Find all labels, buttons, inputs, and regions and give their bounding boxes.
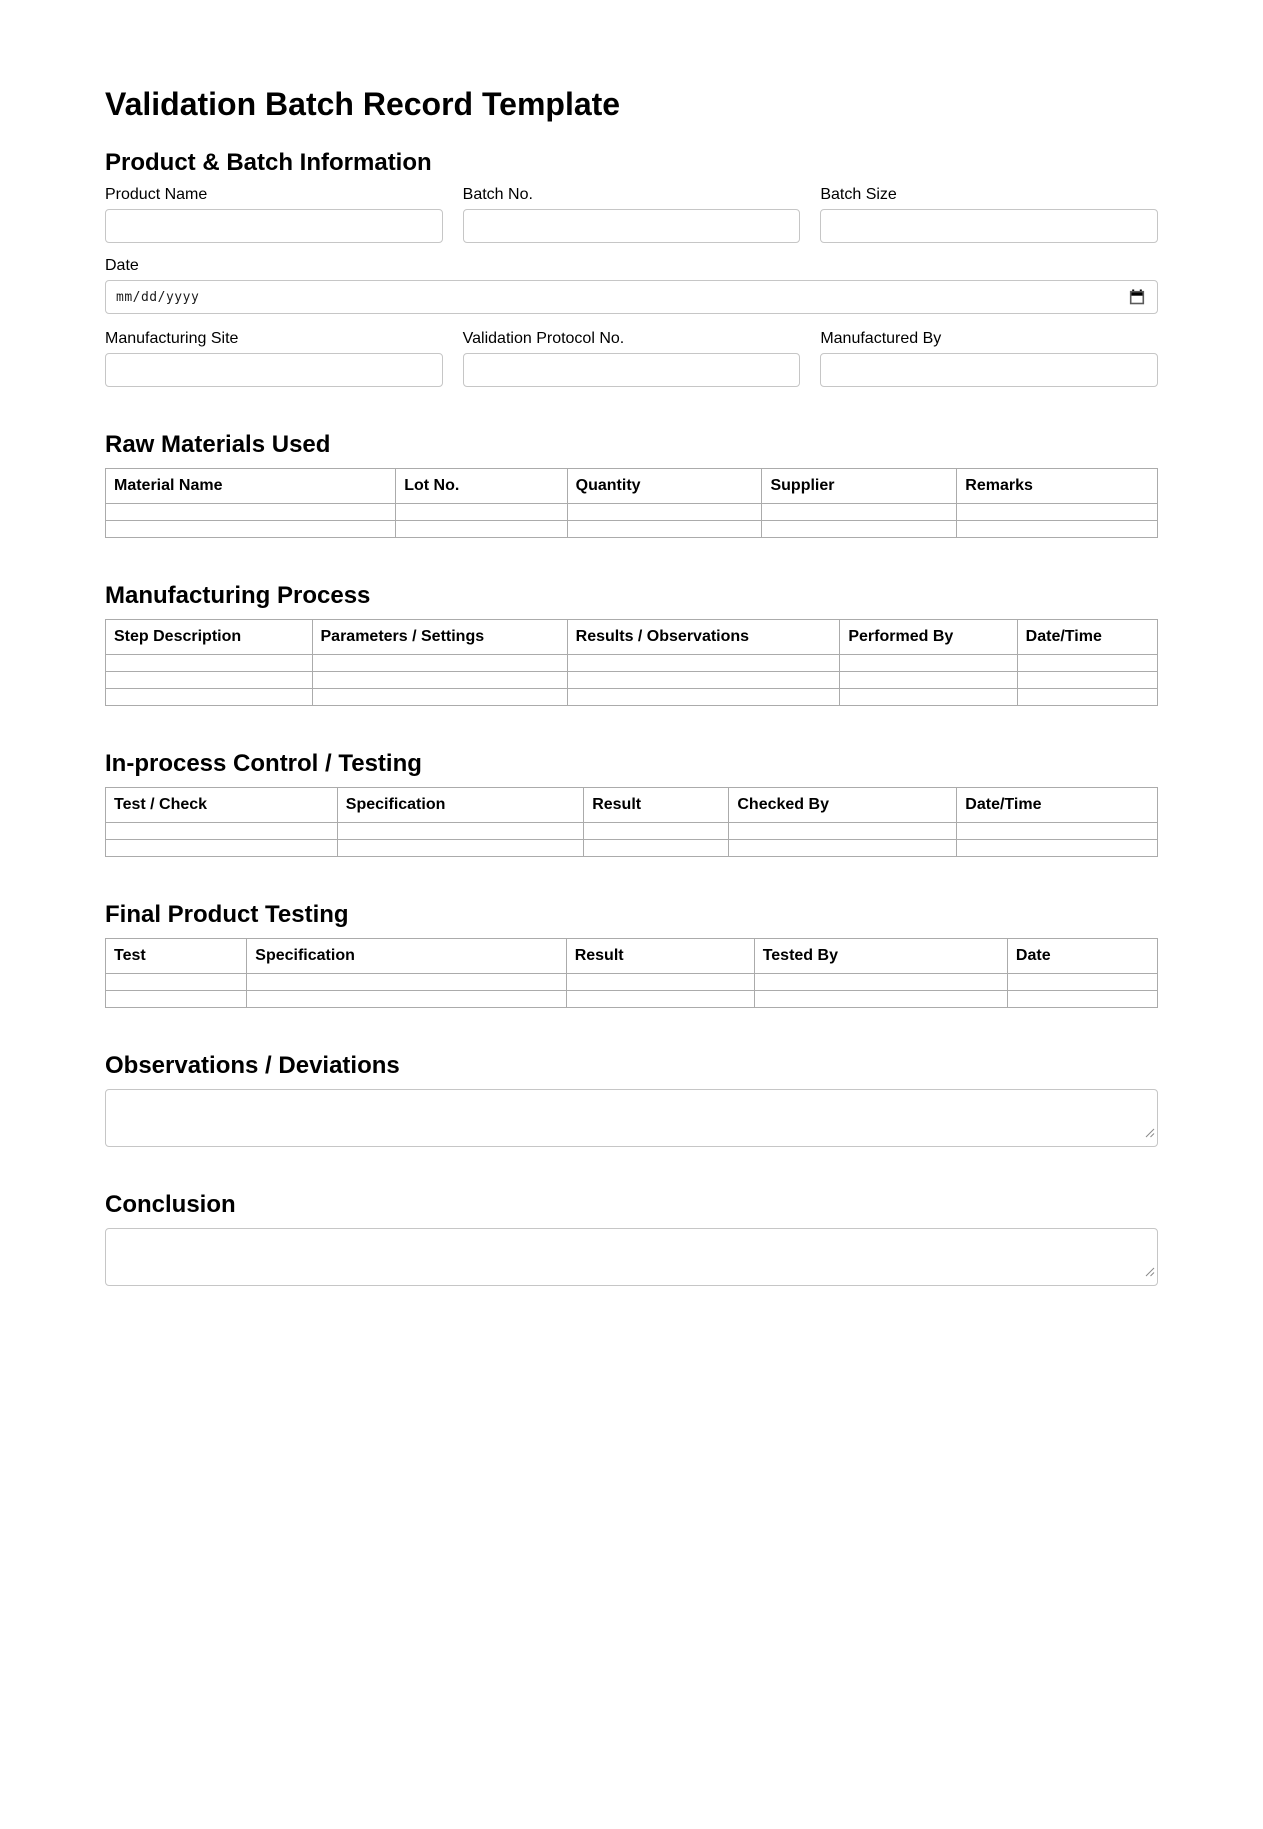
table-cell xyxy=(957,823,1158,840)
table-cell xyxy=(567,521,762,538)
manufacturing-site-label: Manufacturing Site xyxy=(105,330,239,347)
product-info-row-2 xyxy=(105,330,1158,387)
table-cell xyxy=(567,655,840,672)
column-header: Date/Time xyxy=(1017,620,1157,655)
table-row xyxy=(106,823,1158,840)
table-cell xyxy=(754,974,1007,991)
product-name-label: Product Name xyxy=(105,186,208,203)
column-header: Material Name xyxy=(106,469,396,504)
column-header: Performed By xyxy=(840,620,1017,655)
table-row xyxy=(106,974,1158,991)
table-cell xyxy=(957,521,1158,538)
table-cell xyxy=(337,823,583,840)
section-observations xyxy=(105,1052,1158,1147)
table-cell xyxy=(247,991,566,1008)
table-cell xyxy=(567,504,762,521)
table-cell xyxy=(1007,991,1157,1008)
section-heading-raw-materials: Raw Materials Used xyxy=(105,431,331,458)
table-cell xyxy=(106,974,247,991)
table-cell xyxy=(106,840,338,857)
manufacturing-process-table xyxy=(105,619,1158,706)
table-row xyxy=(106,521,1158,538)
table-cell xyxy=(957,840,1158,857)
table-cell xyxy=(247,974,566,991)
column-header: Test / Check xyxy=(106,788,338,823)
form-page xyxy=(105,0,1158,1786)
table-row xyxy=(106,689,1158,706)
validation-protocol-field xyxy=(463,330,801,387)
table-cell xyxy=(106,991,247,1008)
column-header: Results / Observations xyxy=(567,620,840,655)
column-header: Tested By xyxy=(754,939,1007,974)
table-cell xyxy=(566,991,754,1008)
section-heading-conclusion: Conclusion xyxy=(105,1191,236,1218)
column-header: Result xyxy=(584,788,729,823)
in-process-testing-table xyxy=(105,787,1158,857)
section-in-process-testing xyxy=(105,750,1158,857)
table-cell xyxy=(1017,689,1157,706)
table-cell xyxy=(312,655,567,672)
batch-size-input[interactable] xyxy=(820,209,1158,243)
column-header: Date/Time xyxy=(957,788,1158,823)
date-label: Date xyxy=(105,257,139,274)
section-heading-observations: Observations / Deviations xyxy=(105,1052,400,1079)
table-cell xyxy=(567,689,840,706)
column-header: Supplier xyxy=(762,469,957,504)
table-cell xyxy=(1007,974,1157,991)
batch-no-input[interactable] xyxy=(463,209,801,243)
manufactured-by-input[interactable] xyxy=(820,353,1158,387)
validation-protocol-label: Validation Protocol No. xyxy=(462,330,625,347)
date-input[interactable] xyxy=(105,280,1158,314)
calendar-icon[interactable] xyxy=(1129,289,1145,305)
column-header: Date xyxy=(1007,939,1157,974)
table-cell xyxy=(754,991,1007,1008)
column-header: Lot No. xyxy=(396,469,567,504)
section-raw-materials xyxy=(105,431,1158,538)
column-header: Parameters / Settings xyxy=(312,620,567,655)
column-header: Specification xyxy=(247,939,566,974)
manufacturing-site-input[interactable] xyxy=(105,353,443,387)
section-product-batch-info xyxy=(105,149,1158,387)
table-row xyxy=(106,672,1158,689)
product-name-field xyxy=(105,186,443,243)
table-cell xyxy=(106,504,396,521)
column-header: Checked By xyxy=(729,788,957,823)
column-header: Step Description xyxy=(106,620,313,655)
observations-textarea-wrap xyxy=(105,1089,1158,1147)
column-header: Result xyxy=(566,939,754,974)
table-row xyxy=(106,991,1158,1008)
final-product-testing-table xyxy=(105,938,1158,1008)
conclusion-textarea-wrap xyxy=(105,1228,1158,1286)
column-header: Remarks xyxy=(957,469,1158,504)
table-cell xyxy=(106,672,313,689)
page-title: Validation Batch Record Template xyxy=(105,86,621,122)
table-cell xyxy=(567,672,840,689)
date-placeholder: mm/dd/yyyy xyxy=(116,289,200,305)
table-cell xyxy=(312,672,567,689)
product-info-row-1 xyxy=(105,186,1158,243)
table-row xyxy=(106,504,1158,521)
batch-size-label: Batch Size xyxy=(820,186,897,203)
conclusion-textarea[interactable] xyxy=(105,1228,1158,1286)
section-conclusion xyxy=(105,1191,1158,1286)
table-cell xyxy=(584,823,729,840)
section-heading-manufacturing-process: Manufacturing Process xyxy=(105,582,371,609)
date-field xyxy=(105,257,1158,314)
table-cell xyxy=(729,823,957,840)
section-heading-final-product-testing: Final Product Testing xyxy=(105,901,349,928)
table-row xyxy=(106,840,1158,857)
table-cell xyxy=(106,521,396,538)
section-manufacturing-process xyxy=(105,582,1158,706)
table-cell xyxy=(840,672,1017,689)
manufacturing-site-field xyxy=(105,330,443,387)
table-cell xyxy=(106,823,338,840)
table-cell xyxy=(1017,655,1157,672)
batch-no-field xyxy=(463,186,801,243)
batch-no-label: Batch No. xyxy=(462,186,533,203)
product-name-input[interactable] xyxy=(105,209,443,243)
table-cell xyxy=(762,521,957,538)
column-header: Specification xyxy=(337,788,583,823)
section-final-product-testing xyxy=(105,901,1158,1008)
table-cell xyxy=(729,840,957,857)
validation-protocol-input[interactable] xyxy=(463,353,801,387)
table-cell xyxy=(840,689,1017,706)
table-cell xyxy=(312,689,567,706)
column-header: Quantity xyxy=(567,469,762,504)
section-heading-product-batch-info: Product & Batch Information xyxy=(105,149,432,176)
column-header: Test xyxy=(106,939,247,974)
table-row xyxy=(106,655,1158,672)
table-cell xyxy=(396,504,567,521)
table-cell xyxy=(337,840,583,857)
table-cell xyxy=(584,840,729,857)
table-cell xyxy=(840,655,1017,672)
table-cell xyxy=(106,689,313,706)
table-cell xyxy=(957,504,1158,521)
batch-size-field xyxy=(820,186,1158,243)
table-cell xyxy=(396,521,567,538)
raw-materials-table xyxy=(105,468,1158,538)
observations-textarea[interactable] xyxy=(105,1089,1158,1147)
manufactured-by-field xyxy=(820,330,1158,387)
section-heading-in-process-testing: In-process Control / Testing xyxy=(105,750,422,777)
table-cell xyxy=(566,974,754,991)
table-cell xyxy=(762,504,957,521)
table-cell xyxy=(1017,672,1157,689)
table-cell xyxy=(106,655,313,672)
manufactured-by-label: Manufactured By xyxy=(820,330,942,347)
